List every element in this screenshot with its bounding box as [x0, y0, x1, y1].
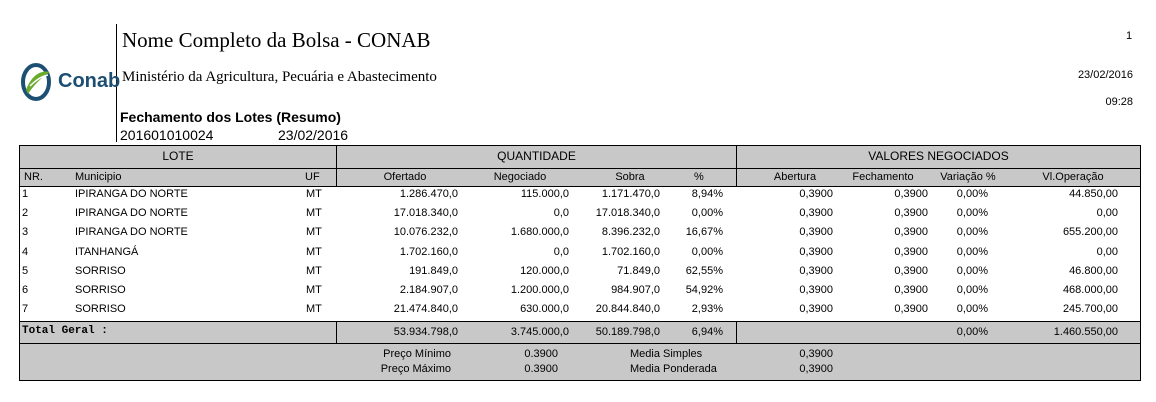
- col-negociado: Negociado: [493, 171, 547, 183]
- cell-municipio: SORRISO: [75, 264, 126, 277]
- cell-nr: 3: [22, 226, 29, 239]
- total-sobra: 50.189.798,0: [595, 326, 660, 338]
- cell-uf: MT: [306, 245, 322, 258]
- cell-uf: MT: [306, 188, 322, 200]
- page-title: Nome Completo da Bolsa - CONAB: [122, 28, 431, 52]
- cell-vl-operacao: 44.850,00: [1069, 188, 1118, 200]
- cell-vl-operacao: 0,00: [1096, 245, 1118, 258]
- col-abertura: Abertura: [773, 171, 817, 183]
- group-lote: LOTE: [162, 149, 194, 163]
- cell-sobra: 1.171.470,0: [601, 188, 660, 200]
- cell-variacao: 0,00%: [956, 264, 988, 277]
- cell-nr: 5: [22, 264, 29, 277]
- preco-maximo-label: Preço Máximo: [380, 363, 451, 375]
- cell-municipio: ITANHANGÁ: [75, 245, 139, 258]
- cell-negociado: 115.000,0: [520, 188, 569, 200]
- cell-sobra: 71.849,0: [617, 264, 660, 277]
- cell-sobra: 17.018.340,0: [595, 207, 660, 220]
- cell-abertura: 0,3900: [799, 188, 833, 200]
- cell-abertura: 0,3900: [799, 303, 833, 316]
- cell-pct: 2,93%: [691, 303, 723, 316]
- total-pct: 6,94%: [691, 326, 723, 338]
- total-operacao: 1.460.550,00: [1053, 326, 1118, 338]
- cell-municipio: IPIRANGA DO NORTE: [75, 226, 188, 239]
- cell-ofertado: 21.474.840,0: [393, 303, 458, 316]
- cell-uf: MT: [306, 264, 322, 277]
- total-ofertado: 53.934.798,0: [393, 326, 458, 338]
- cell-uf: MT: [306, 303, 322, 316]
- cell-uf: MT: [306, 226, 322, 239]
- report-subdate: 23/02/2016: [278, 127, 349, 143]
- cell-pct: 0,00%: [691, 245, 723, 258]
- group-quantidade: QUANTIDADE: [497, 149, 576, 163]
- total-variacao: 0,00%: [956, 326, 988, 338]
- cell-fechamento: 0,3900: [894, 226, 928, 239]
- cell-variacao: 0,00%: [956, 226, 988, 239]
- cell-negociado: 630.000,0: [520, 303, 569, 316]
- col-variacao: Variação %: [940, 171, 996, 183]
- cell-negociado: 1.680.000,0: [510, 226, 569, 239]
- cell-vl-operacao: 468.000,00: [1062, 284, 1118, 296]
- cell-nr: 4: [22, 245, 29, 258]
- cell-municipio: IPIRANGA DO NORTE: [75, 207, 188, 220]
- report-title: Fechamento dos Lotes (Resumo): [120, 109, 341, 125]
- cell-municipio: SORRISO: [75, 284, 126, 296]
- cell-negociado: 0,0: [553, 207, 569, 220]
- report-code: 201601010024: [120, 127, 214, 143]
- cell-fechamento: 0,3900: [894, 245, 928, 258]
- page-number: 1: [1126, 30, 1133, 42]
- cell-ofertado: 10.076.232,0: [393, 226, 458, 239]
- cell-abertura: 0,3900: [799, 226, 833, 239]
- cell-vl-operacao: 0,00: [1096, 207, 1118, 220]
- col-ofertado: Ofertado: [383, 171, 427, 183]
- cell-fechamento: 0,3900: [894, 188, 928, 200]
- media-simples-value: 0,3900: [799, 348, 833, 360]
- cell-fechamento: 0,3900: [894, 264, 928, 277]
- col-pct: %: [694, 171, 704, 183]
- total-label: Total Geral :: [22, 325, 108, 337]
- total-negociado: 3.745.000,0: [510, 326, 569, 338]
- cell-nr: 2: [22, 207, 29, 220]
- cell-uf: MT: [306, 284, 322, 296]
- preco-minimo-value: 0.3900: [524, 348, 558, 360]
- cell-vl-operacao: 655.200,00: [1062, 226, 1118, 239]
- cell-variacao: 0,00%: [956, 245, 988, 258]
- col-nr: NR.: [24, 171, 43, 183]
- group-valores: VALORES NEGOCIADOS: [868, 149, 1009, 163]
- cell-variacao: 0,00%: [956, 284, 988, 296]
- cell-sobra: 8.396.232,0: [601, 226, 660, 239]
- cell-sobra: 20.844.840,0: [595, 303, 660, 316]
- cell-pct: 16,67%: [685, 226, 723, 239]
- cell-nr: 6: [22, 284, 29, 296]
- cell-ofertado: 2.184.907,0: [399, 284, 458, 296]
- cell-nr: 1: [22, 188, 29, 200]
- cell-abertura: 0,3900: [799, 264, 833, 277]
- media-simples-label: Media Simples: [630, 348, 703, 360]
- preco-minimo-label: Preço Mínimo: [383, 348, 451, 360]
- col-sobra: Sobra: [615, 171, 645, 183]
- cell-negociado: 0,0: [553, 245, 569, 258]
- conab-logo: [20, 60, 120, 104]
- logo-text: Conab: [58, 70, 121, 92]
- cell-uf: MT: [306, 207, 322, 220]
- cell-pct: 54,92%: [685, 284, 723, 296]
- report-date: 23/02/2016: [1077, 69, 1133, 81]
- cell-abertura: 0,3900: [799, 207, 833, 220]
- cell-fechamento: 0,3900: [894, 284, 928, 296]
- media-ponderada-label: Media Ponderada: [630, 363, 717, 375]
- cell-variacao: 0,00%: [956, 207, 988, 220]
- cell-pct: 8,94%: [691, 188, 723, 200]
- media-ponderada-value: 0,3900: [799, 363, 833, 375]
- conab-leaf-icon: [20, 60, 56, 104]
- cell-vl-operacao: 245.700,00: [1062, 303, 1118, 316]
- cell-fechamento: 0,3900: [894, 207, 928, 220]
- cell-variacao: 0,00%: [956, 303, 988, 316]
- cell-ofertado: 1.286.470,0: [399, 188, 458, 200]
- cell-ofertado: 1.702.160,0: [399, 245, 458, 258]
- cell-pct: 62,55%: [685, 264, 723, 277]
- cell-variacao: 0,00%: [956, 188, 988, 200]
- col-uf: UF: [305, 171, 320, 183]
- preco-maximo-value: 0.3900: [524, 363, 558, 375]
- cell-ofertado: 191.849,0: [409, 264, 458, 277]
- cell-negociado: 1.200.000,0: [510, 284, 569, 296]
- report-time: 09:28: [1105, 96, 1133, 108]
- col-vl-operacao: Vl.Operação: [1042, 171, 1104, 183]
- col-municipio: Municipio: [75, 171, 122, 183]
- cell-municipio: SORRISO: [75, 303, 126, 316]
- cell-ofertado: 17.018.340,0: [393, 207, 458, 220]
- cell-sobra: 984.907,0: [611, 284, 660, 296]
- cell-abertura: 0,3900: [799, 284, 833, 296]
- cell-negociado: 120.000,0: [520, 264, 569, 277]
- cell-vl-operacao: 46.800,00: [1069, 264, 1118, 277]
- cell-pct: 0,00%: [691, 207, 723, 220]
- cell-nr: 7: [22, 303, 29, 316]
- cell-fechamento: 0,3900: [894, 303, 928, 316]
- col-fechamento: Fechamento: [852, 171, 914, 183]
- ministry-name: Ministério da Agricultura, Pecuária e Abastecimento: [122, 69, 437, 85]
- cell-sobra: 1.702.160,0: [601, 245, 660, 258]
- cell-municipio: IPIRANGA DO NORTE: [75, 188, 188, 200]
- cell-abertura: 0,3900: [799, 245, 833, 258]
